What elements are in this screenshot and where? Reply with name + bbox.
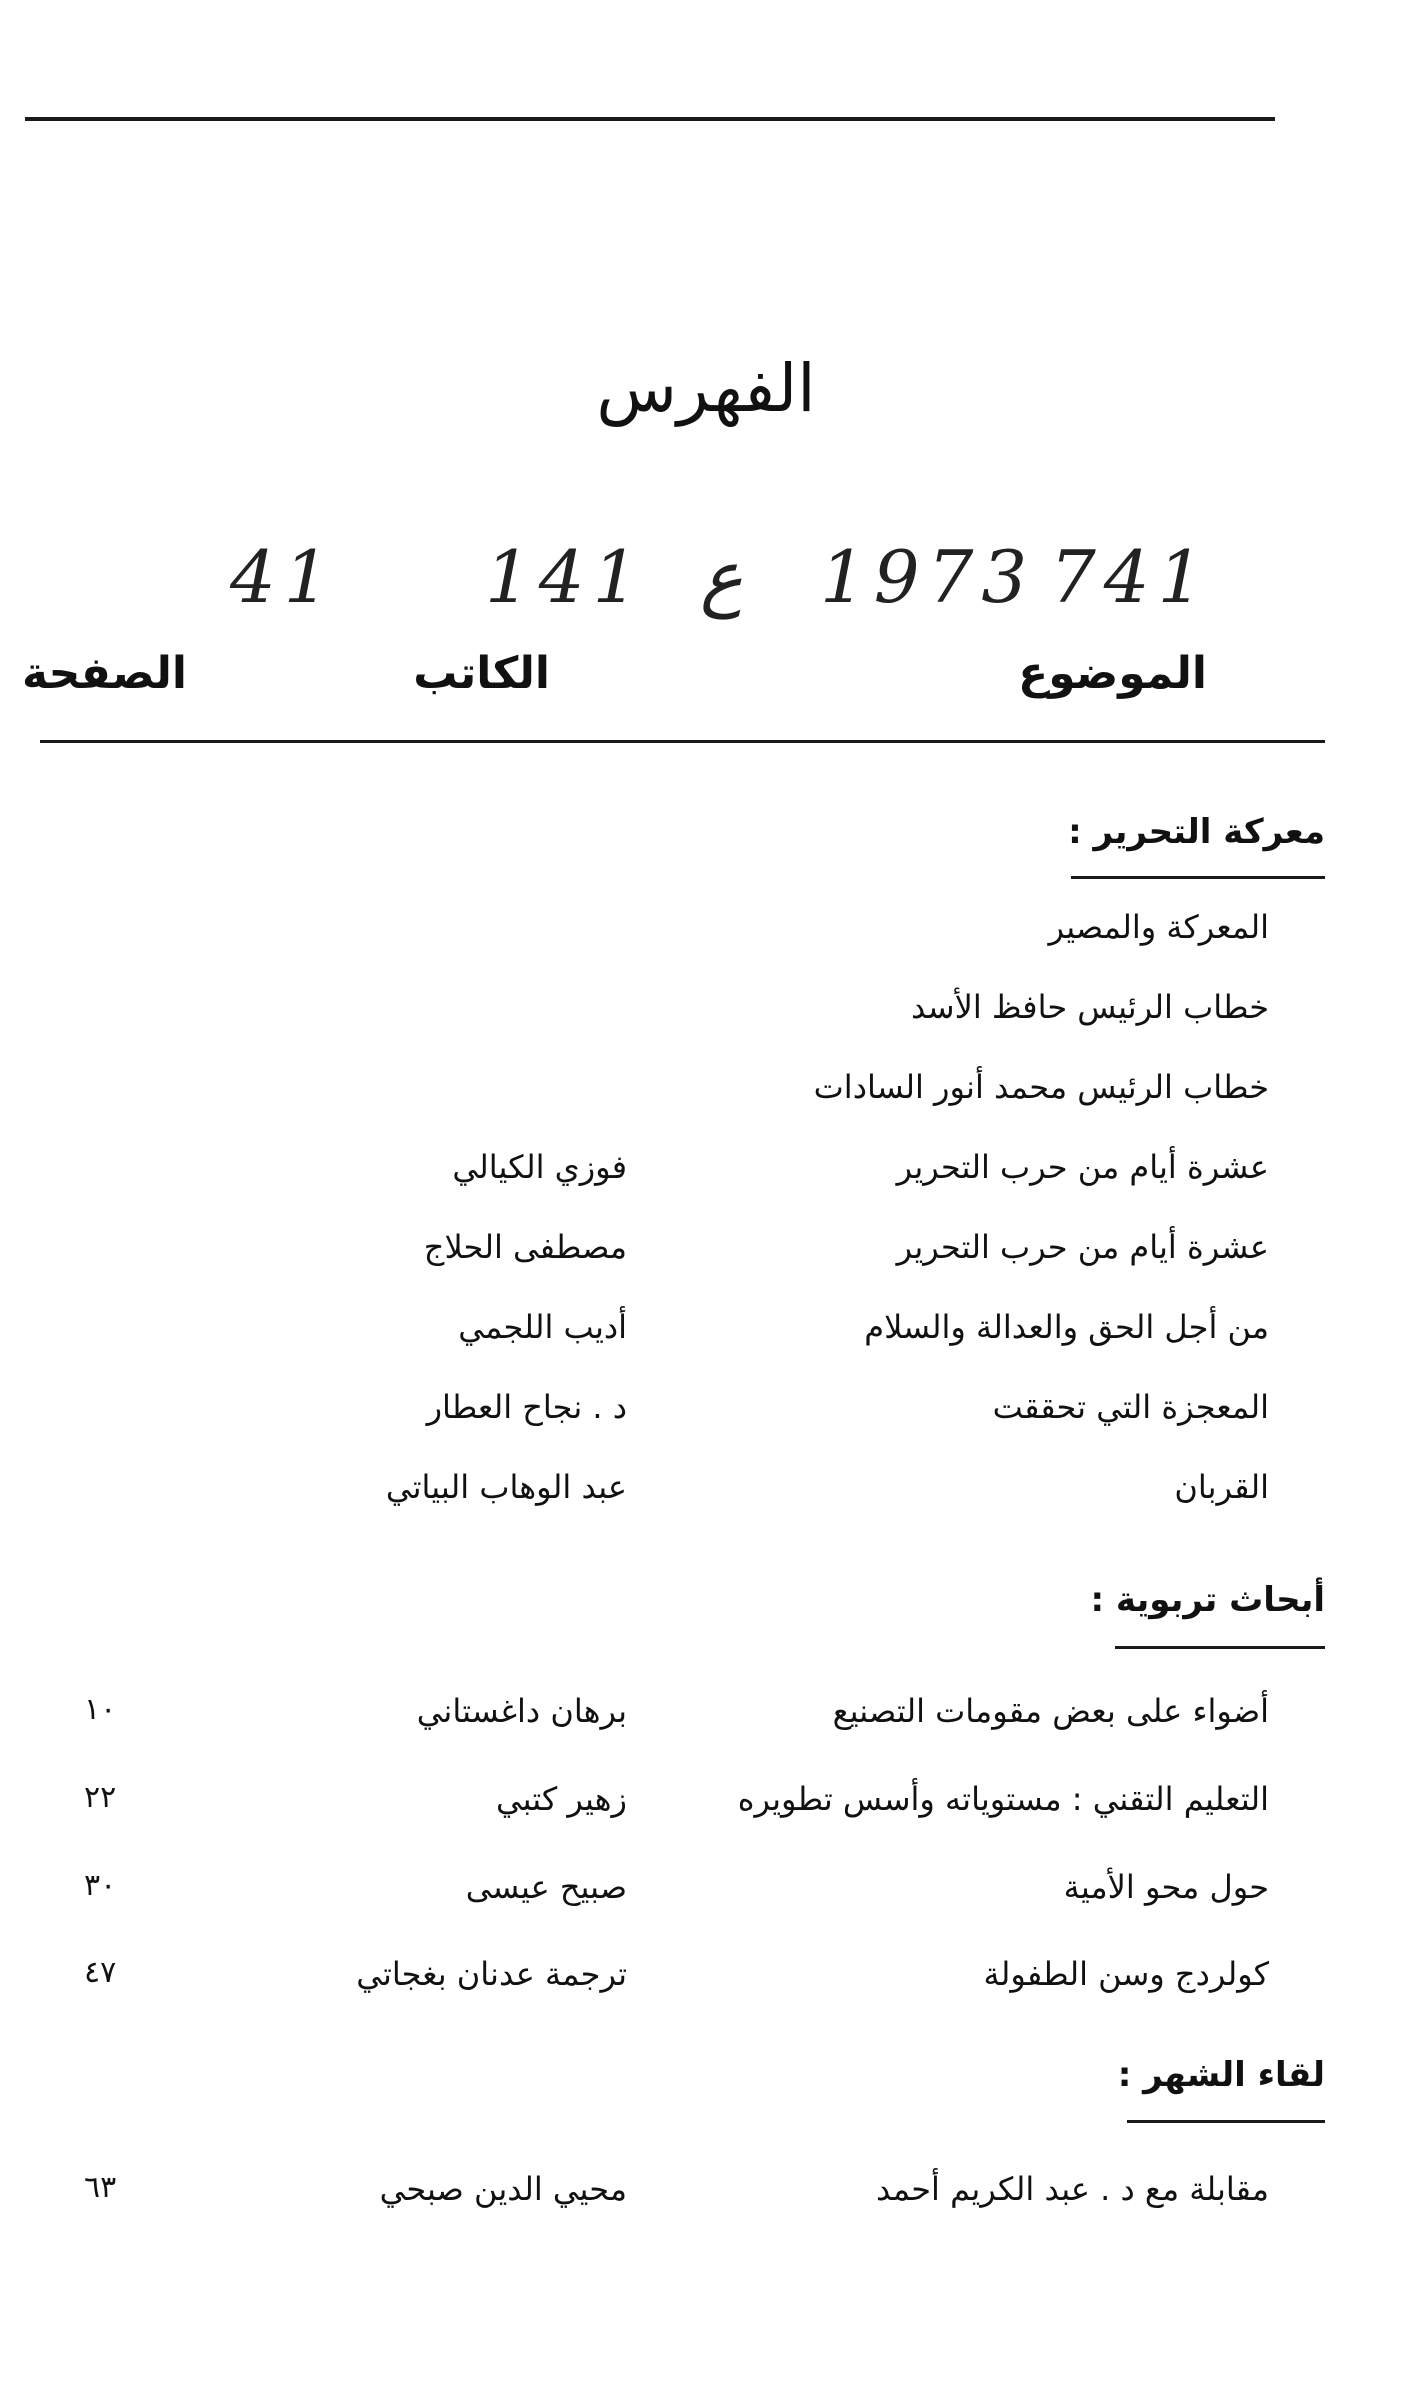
toc-row [0, 1308, 1412, 1368]
handwritten-c: ع [700, 535, 743, 619]
section-heading: لقاء الشهر : [1117, 2055, 1325, 2095]
toc-row [0, 1068, 1412, 1128]
toc-author: عبد الوهاب البياتي [385, 1468, 627, 1506]
toc-topic: خطاب الرئيس حافظ الأسد [910, 988, 1269, 1026]
header-rule [40, 740, 1325, 743]
toc-author: د . نجاح العطار [426, 1388, 627, 1426]
handwritten-annotation [0, 535, 1412, 645]
section-underline [1115, 1646, 1325, 1649]
toc-row [0, 1468, 1412, 1528]
toc-topic: عشرة أيام من حرب التحرير [896, 1228, 1269, 1266]
toc-row [0, 908, 1412, 968]
toc-topic: أضواء على بعض مقومات التصنيع [832, 1692, 1269, 1730]
toc-topic: كولردج وسن الطفولة [983, 1955, 1269, 1993]
top-rule [25, 117, 1275, 121]
toc-topic: من أجل الحق والعدالة والسلام [864, 1308, 1269, 1346]
toc-page-number: ٤٧ [84, 1955, 117, 1990]
column-header-topic: الموضوع [1018, 648, 1207, 699]
section-underline [1071, 876, 1325, 879]
toc-page-number: ٢٢ [84, 1780, 117, 1815]
toc-author: فوزي الكيالي [452, 1148, 627, 1186]
toc-topic: حول محو الأمية [1063, 1868, 1269, 1906]
toc-topic: عشرة أيام من حرب التحرير [896, 1148, 1269, 1186]
toc-row [0, 1692, 1412, 1752]
handwritten-a: 41 [230, 535, 338, 619]
column-header-page: الصفحة [21, 648, 187, 699]
toc-row [0, 1388, 1412, 1448]
handwritten-d: 1973 [820, 535, 1036, 619]
toc-topic: المعركة والمصير [1048, 908, 1269, 946]
section-heading: أبحاث تربوية : [1090, 1580, 1325, 1620]
column-header-author: الكاتب [413, 648, 550, 699]
toc-author: مصطفى الحلاج [423, 1228, 627, 1266]
toc-row [0, 1868, 1412, 1928]
section-underline [1127, 2120, 1325, 2123]
toc-row [0, 2170, 1412, 2230]
toc-row [0, 1780, 1412, 1840]
toc-row [0, 988, 1412, 1048]
toc-row [0, 1955, 1412, 2015]
toc-topic: التعليم التقني : مستوياته وأسس تطويره [737, 1780, 1269, 1818]
toc-topic: المعجزة التي تحققت [992, 1388, 1269, 1426]
toc-page-number: ١٠ [84, 1692, 117, 1727]
toc-author: صبيح عيسى [465, 1868, 627, 1906]
toc-page-number: ٦٣ [84, 2170, 117, 2205]
toc-row [0, 1228, 1412, 1288]
toc-row [0, 1148, 1412, 1208]
toc-topic: مقابلة مع د . عبد الكريم أحمد [875, 2170, 1269, 2208]
toc-topic: خطاب الرئيس محمد أنور السادات [813, 1068, 1269, 1106]
handwritten-b: 141 [485, 535, 647, 619]
toc-author: أديب اللجمي [458, 1308, 627, 1346]
toc-author: محيي الدين صبحي [379, 2170, 627, 2208]
toc-author: برهان داغستاني [416, 1692, 627, 1730]
toc-author: زهير كتبي [495, 1780, 627, 1818]
section-heading: معركة التحرير : [1068, 812, 1325, 852]
page-title: الفهرس [596, 350, 816, 427]
handwritten-e: 741 [1050, 535, 1212, 619]
toc-author: ترجمة عدنان بغجاتي [356, 1955, 627, 1993]
toc-topic: القربان [1174, 1468, 1269, 1506]
toc-page-number: ٣٠ [84, 1868, 117, 1903]
